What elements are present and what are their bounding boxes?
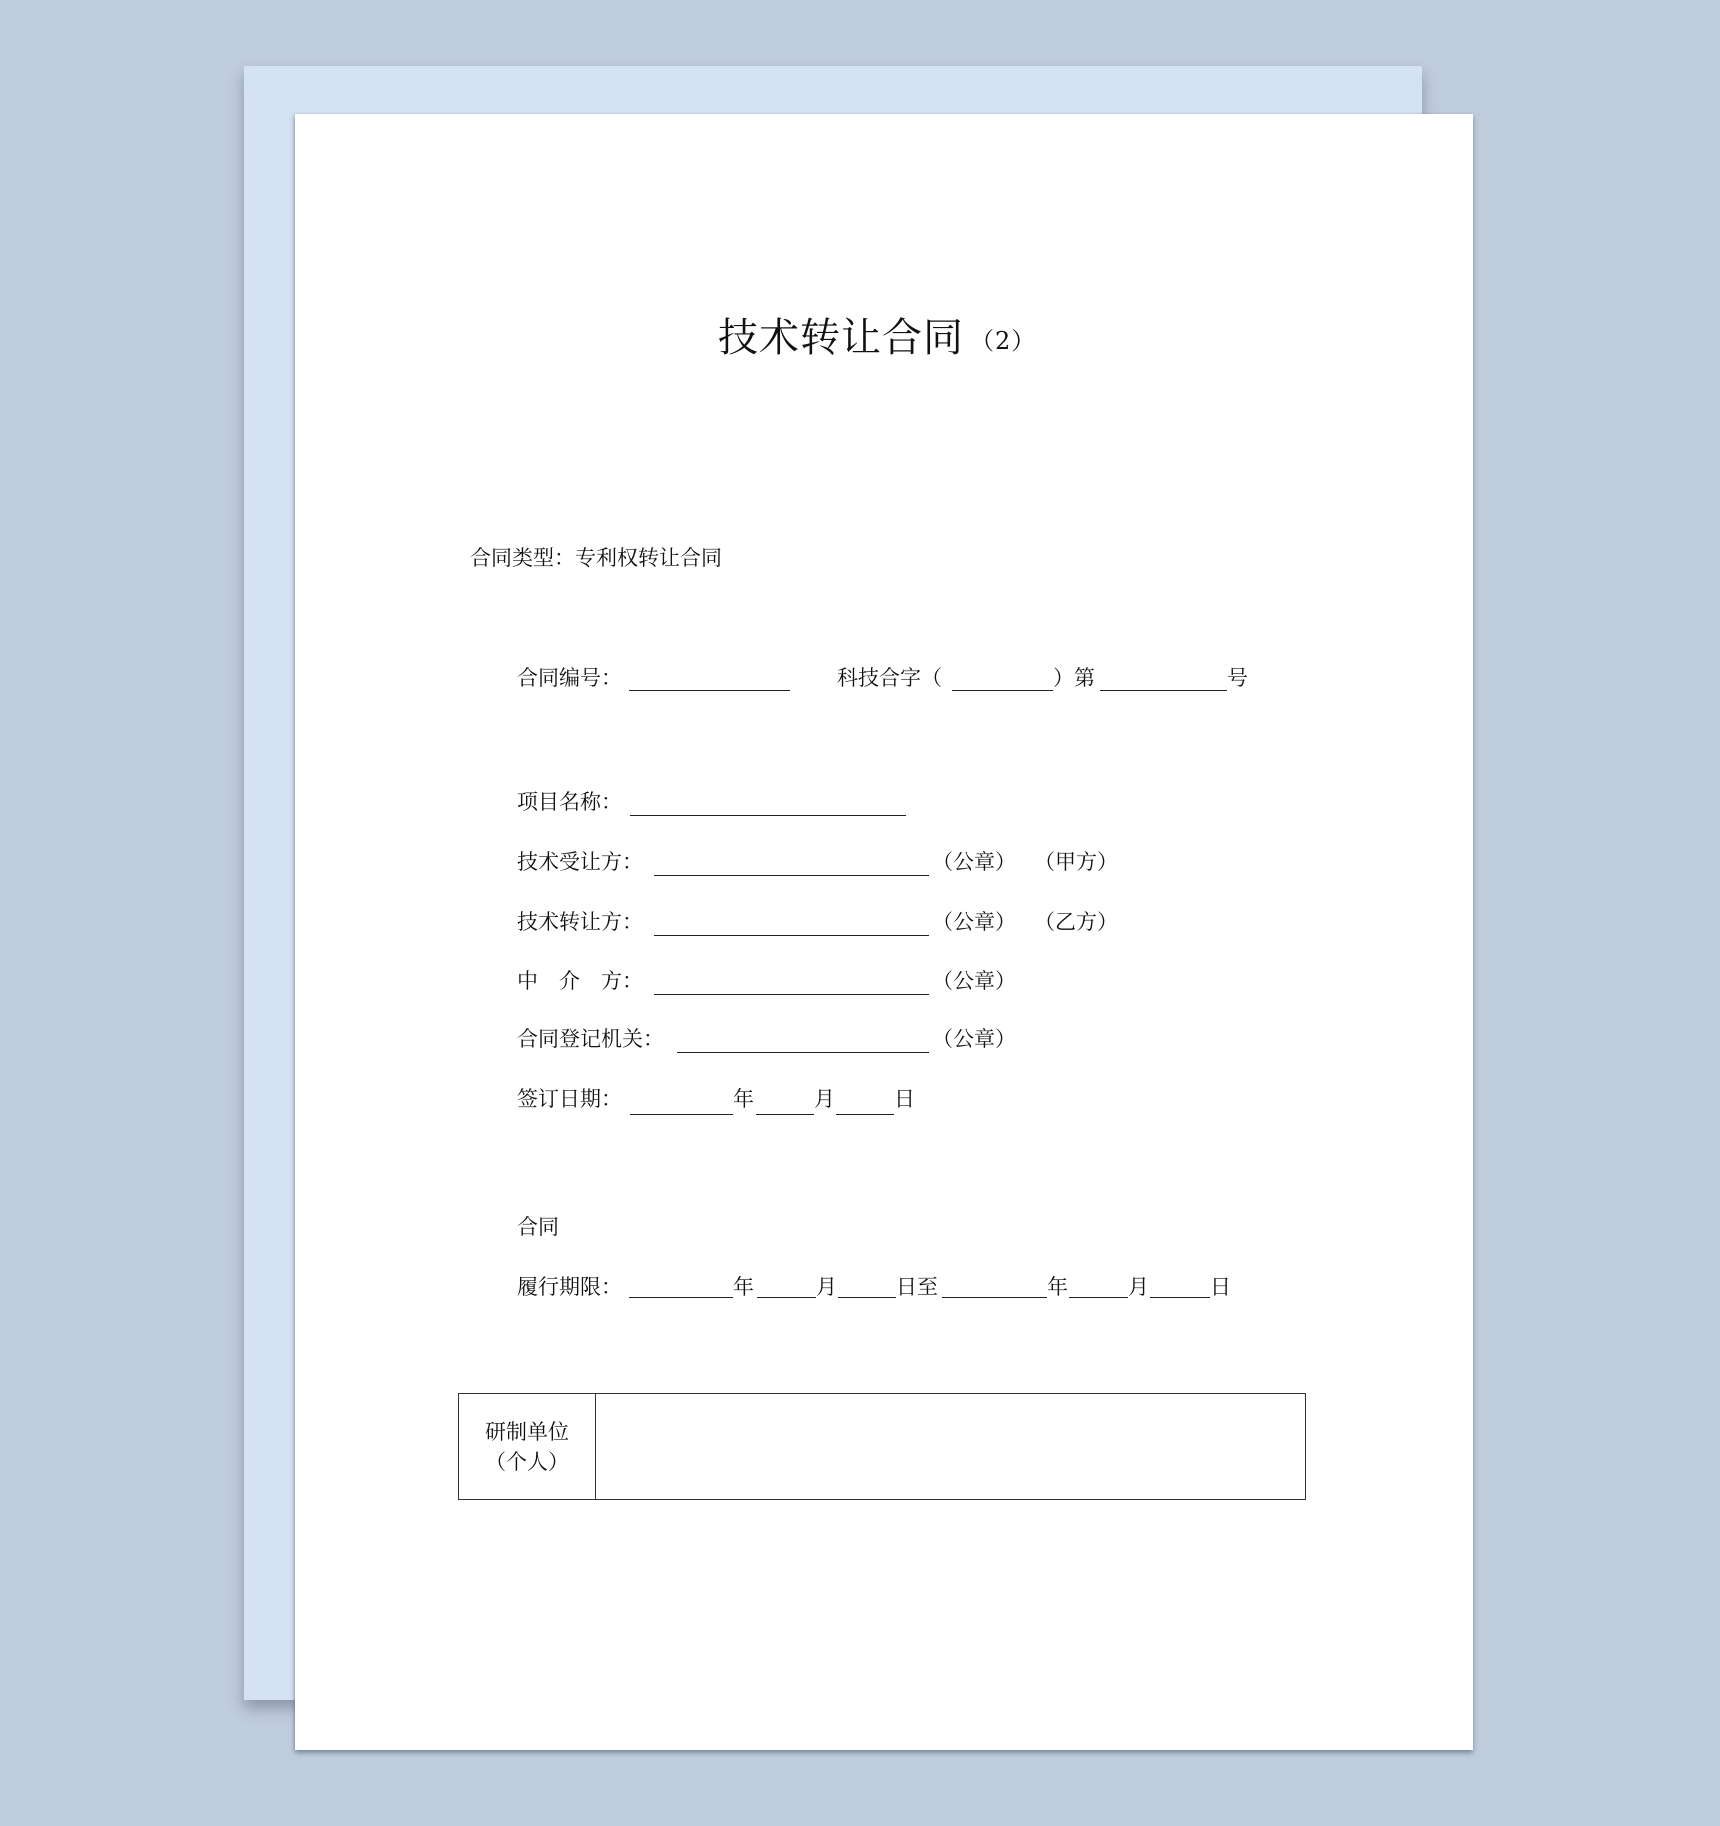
transferee-label: 技术受让方： [517,850,643,874]
transferor-seal: （公章） [932,910,1016,934]
registration-authority-seal: （公章） [932,1027,1016,1051]
term-end-day-unit: 日 [1210,1275,1231,1299]
developer-label-line1: 研制单位 [485,1419,569,1444]
transferee-seal: （公章） [932,850,1016,874]
contract-type-label: 合同类型： [470,546,575,570]
term-start-month-blank[interactable] [757,1297,816,1298]
document-title [718,314,1036,365]
developer-table [458,1393,1306,1500]
transferor-blank[interactable] [654,935,929,936]
sign-date-label: 签订日期： [517,1087,622,1111]
contract-type-line [470,545,722,571]
term-day-to: 日至 [896,1275,938,1299]
term-start-year-blank[interactable] [629,1297,733,1298]
tech-contract-close-paren: ）第 [1053,666,1095,690]
project-name-blank[interactable] [630,815,906,816]
tech-contract-year-blank[interactable] [952,690,1053,691]
term-end-year-blank[interactable] [942,1297,1047,1298]
term-start-day-blank[interactable] [838,1297,896,1298]
intermediary-label: 中 介 方： [517,969,643,993]
intermediary-seal: （公章） [932,969,1016,993]
developer-label-cell [459,1394,596,1499]
term-end-month-blank[interactable] [1069,1297,1128,1298]
tech-contract-suffix: 号 [1227,666,1248,690]
developer-label-line2: （个人） [485,1449,569,1474]
intermediary-blank[interactable] [654,994,929,995]
registration-authority-blank[interactable] [677,1052,929,1053]
contract-number-blank[interactable] [629,690,790,691]
document-title-text: 技术转让合同 [718,315,964,361]
transferor-party: （乙方） [1034,910,1118,934]
transferor-label: 技术转让方： [517,910,643,934]
term-end-month-unit: 月 [1128,1275,1149,1299]
term-label: 履行期限： [517,1275,622,1299]
term-end-year-unit: 年 [1047,1275,1068,1299]
sign-date-month-unit: 月 [814,1087,835,1111]
sign-date-year-blank[interactable] [630,1114,733,1115]
contract-number-label: 合同编号： [517,666,622,690]
term-heading: 合同 [517,1215,559,1239]
tech-contract-serial-blank[interactable] [1100,690,1227,691]
term-end-day-blank[interactable] [1150,1297,1210,1298]
sign-date-day-unit: 日 [894,1087,915,1111]
term-start-month-unit: 月 [816,1275,837,1299]
project-name-label: 项目名称： [517,790,622,814]
transferee-blank[interactable] [654,875,929,876]
document-title-suffix: （2） [970,327,1037,355]
term-start-year-unit: 年 [733,1275,754,1299]
tech-contract-prefix: 科技合字（ [837,666,942,690]
developer-value-cell[interactable] [596,1394,1305,1499]
sign-date-day-blank[interactable] [836,1114,894,1115]
registration-authority-label: 合同登记机关： [517,1027,664,1051]
transferee-party: （甲方） [1034,850,1118,874]
sign-date-year-unit: 年 [733,1087,754,1111]
contract-type-value: 专利权转让合同 [575,546,722,570]
sign-date-month-blank[interactable] [756,1114,814,1115]
